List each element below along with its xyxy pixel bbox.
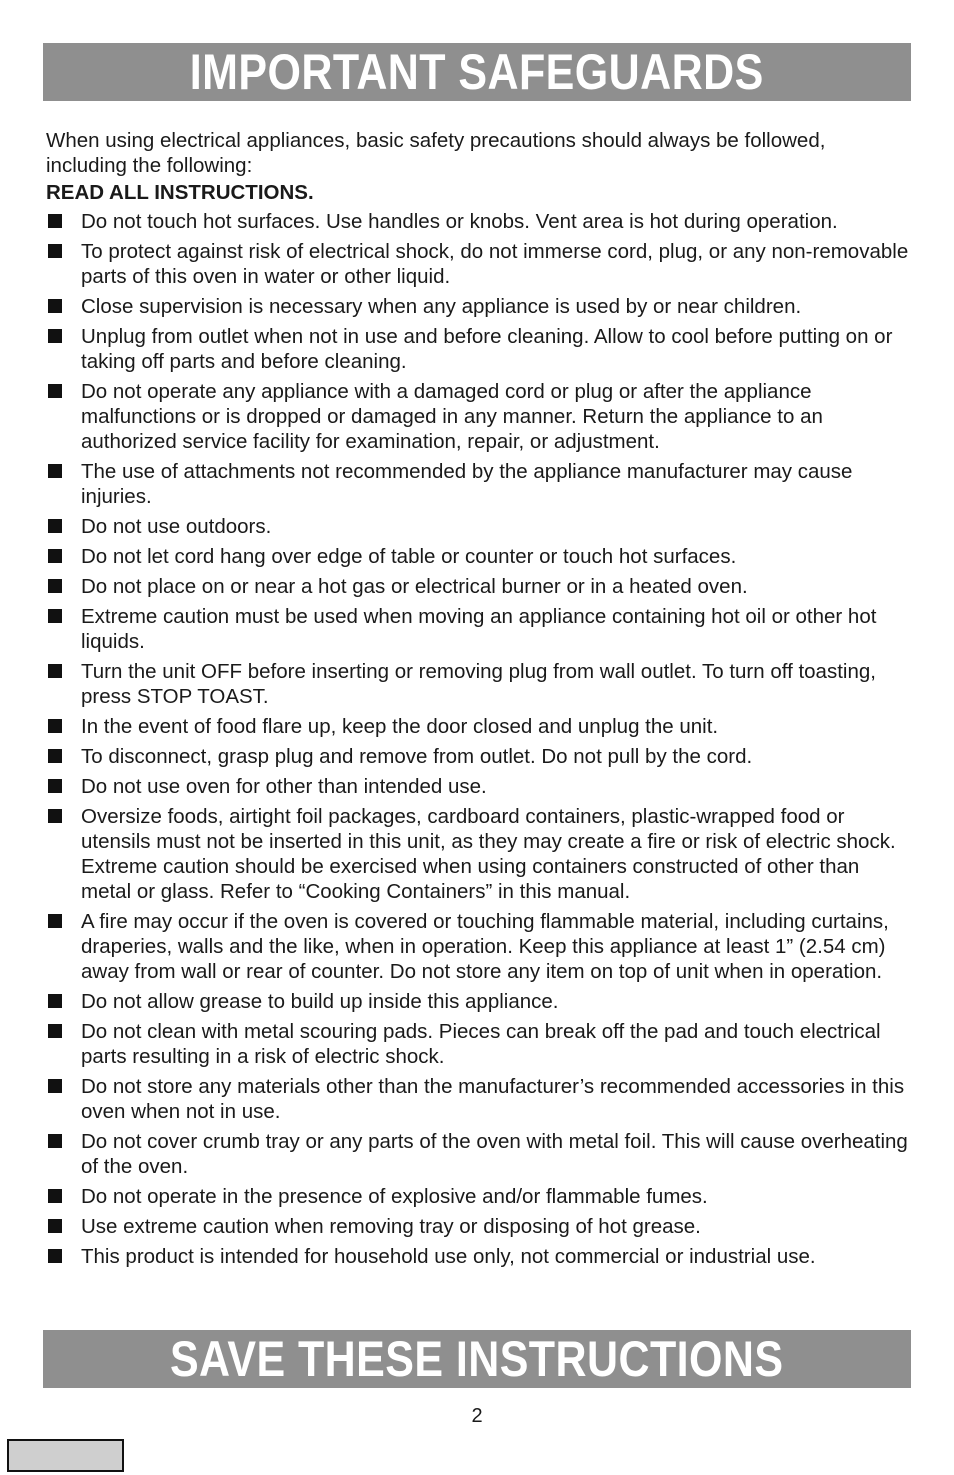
square-bullet-icon [48,1189,62,1203]
square-bullet-icon [48,749,62,763]
safeguard-text: Do not store any materials other than the manufacturer’s recommended accessories in this oven when not in use. [81,1075,905,1123]
safeguard-item [46,544,910,569]
safeguard-item [46,909,910,984]
safeguard-item [46,294,910,319]
safeguard-item [46,1244,910,1269]
safeguard-item [46,209,910,234]
safeguard-item [46,1214,910,1239]
safeguard-item [46,239,910,289]
safeguard-text: Do not place on or near a hot gas or electrical burner or in a heated oven. [81,575,748,598]
safeguard-item [46,1019,910,1069]
intro-paragraph: When using electrical appliances, basic safety precautions should always be followed, including the following: [46,129,826,177]
safeguard-text: Do not touch hot surfaces. Use handles or knobs. Vent area is hot during operation. [81,210,838,233]
safeguard-list [46,209,910,1269]
safeguard-text: Use extreme caution when removing tray or disposing of hot grease. [81,1215,701,1238]
square-bullet-icon [48,519,62,533]
square-bullet-icon [48,214,62,228]
square-bullet-icon [48,299,62,313]
safeguard-text: Close supervision is necessary when any appliance is used by or near children. [81,295,802,318]
read-all-instructions: READ ALL INSTRUCTIONS. [46,181,314,204]
square-bullet-icon [48,1219,62,1233]
safeguard-text: Do not cover crumb tray or any parts of the oven with metal foil. This will cause overheating of the oven. [81,1130,908,1178]
safeguard-item [46,1184,910,1209]
safeguard-text: A fire may occur if the oven is covered or touching flammable material, including curtains, draperies, walls and the like, when in operation. Keep this appliance at least 1” (2.54 cm) away from wall or rear of counter. Do not store any item on top of unit when in operation. [81,910,889,983]
square-bullet-icon [48,1079,62,1093]
save-instructions-banner [43,1330,911,1388]
safeguards-content [46,128,910,1274]
safeguard-text: Do not allow grease to build up inside this appliance. [81,990,559,1013]
square-bullet-icon [48,914,62,928]
square-bullet-icon [48,549,62,563]
banner-title: SAVE THESE INSTRUCTIONS [170,1331,784,1387]
safeguard-text: In the event of food flare up, keep the door closed and unplug the unit. [81,715,719,738]
safeguard-text: Turn the unit OFF before inserting or removing plug from wall outlet. To turn off toasting, press STOP TOAST. [81,660,876,708]
square-bullet-icon [48,809,62,823]
square-bullet-icon [48,1024,62,1038]
square-bullet-icon [48,329,62,343]
square-bullet-icon [48,579,62,593]
important-safeguards-banner [43,43,911,101]
safeguard-item [46,324,910,374]
banner-title: IMPORTANT SAFEGUARDS [190,44,764,100]
safeguard-item [46,1129,910,1179]
safeguard-item [46,659,910,709]
safeguard-item [46,459,910,509]
safeguard-text: Do not operate in the presence of explosive and/or flammable fumes. [81,1185,708,1208]
page-number: 2 [471,1405,483,1427]
square-bullet-icon [48,244,62,258]
safeguard-item [46,1074,910,1124]
safeguard-text: Do not clean with metal scouring pads. Pieces can break off the pad and touch electrical parts resulting in a risk of electric shock. [81,1020,881,1068]
square-bullet-icon [48,464,62,478]
safeguard-text: Do not use oven for other than intended use. [81,775,487,798]
safeguard-text: Extreme caution must be used when moving an appliance containing hot oil or other hot liquids. [81,605,877,653]
safeguard-text: Do not use outdoors. [81,515,272,538]
safeguard-item [46,989,910,1014]
square-bullet-icon [48,779,62,793]
safeguard-item [46,804,910,904]
safeguard-item [46,574,910,599]
square-bullet-icon [48,1249,62,1263]
safeguard-text: Oversize foods, airtight foil packages, cardboard containers, plastic-wrapped food or utensils must not be inserted in this unit, as they may create a fire or risk of electric shock. Extreme caution should be exercised when using containers constructed of other than metal or glass. Refer to “Cooking Containers” in this manual. [81,805,896,903]
safeguard-item [46,714,910,739]
safeguard-text: Do not operate any appliance with a damaged cord or plug or after the appliance malfunctions or is dropped or damaged in any manner. Return the appliance to an authorized service facility for examination, repair, or adjustment. [81,380,823,453]
corner-box [7,1439,124,1472]
safeguard-text: This product is intended for household use only, not commercial or industrial use. [81,1245,816,1268]
safeguard-item [46,379,910,454]
safeguard-item [46,774,910,799]
safeguard-text: The use of attachments not recommended by the appliance manufacturer may cause injuries. [81,460,853,508]
safeguard-item [46,604,910,654]
safeguard-item [46,744,910,769]
square-bullet-icon [48,994,62,1008]
safeguard-text: To protect against risk of electrical shock, do not immerse cord, plug, or any non-removable parts of this oven in water or other liquid. [81,240,909,288]
safeguard-item [46,514,910,539]
square-bullet-icon [48,1134,62,1148]
square-bullet-icon [48,719,62,733]
safeguard-text: To disconnect, grasp plug and remove from outlet. Do not pull by the cord. [81,745,753,768]
square-bullet-icon [48,664,62,678]
square-bullet-icon [48,609,62,623]
safeguard-text: Unplug from outlet when not in use and before cleaning. Allow to cool before putting on or taking off parts and before cleaning. [81,325,893,373]
safeguard-text: Do not let cord hang over edge of table or counter or touch hot surfaces. [81,545,737,568]
square-bullet-icon [48,384,62,398]
